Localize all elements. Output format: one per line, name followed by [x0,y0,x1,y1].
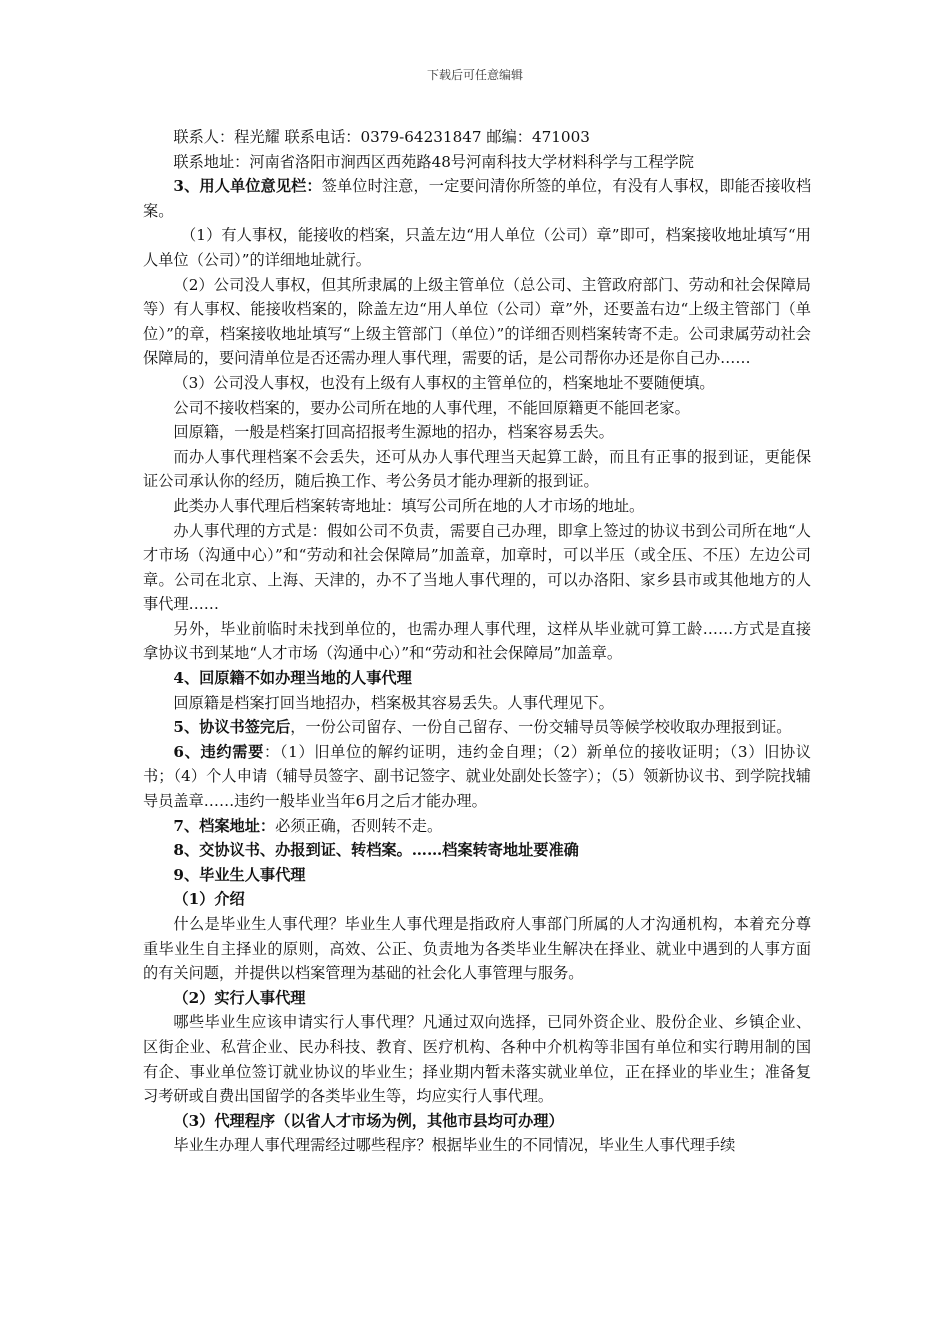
paragraph-para-agency-benefit [143,445,811,494]
text-run: 另外，毕业前临时未找到单位的，也需办理人事代理，这样从毕业就可算工龄……方式是直接拿协议书到某地“人才市场（沟通中心）”和“劳动和社会保障局”加盖章。 [143,619,811,663]
paragraph-section-5 [143,715,811,740]
bold-text: 8、交协议书、办报到证、转档案。……档案转寄地址要准确 [173,841,579,860]
paragraph-para-unemployed [143,617,811,666]
paragraph-section-4 [143,666,811,691]
bold-text: 3、用人单位意见栏： [173,177,322,196]
paragraph-section-3 [143,174,811,223]
document-body [143,125,811,1158]
paragraph-para-9-1 [143,912,811,986]
paragraph-section-9-2-title [143,986,811,1011]
text-run: 什么是毕业生人事代理？毕业生人事代理是指政府人事部门所属的人才沟通机构，本着充分尊重毕业生自主择业的原则，高效、公正、负责地为各类毕业生解决在择业、就业中遇到的人事方面的有关问题，并提供以档案管理为基础的社会化人事管理与服务。 [143,915,811,983]
text-run: 办人事代理的方式是：假如公司不负责，需要自己办理，即拿上签过的协议书到公司所在地“人才市场（沟通中心）”和“劳动和社会保障局”加盖章，加章时，可以半压（或全压、不压）左边公司章。公司在北京、上海、天津的，办不了当地人事代理的，可以办洛阳、家乡县市或其他地方的人事代理…… [143,521,811,614]
paragraph-section-9-3-title [143,1109,811,1134]
paragraph-para-9-2 [143,1010,811,1108]
paragraph-section-7 [143,814,811,839]
paragraph-section-9-1-title [143,887,811,912]
paragraph-para-agency-method [143,519,811,617]
text-run: 必须正确，否则转不走。 [275,816,443,835]
paragraph-item-3-2 [143,273,811,371]
text-run: 回原籍，一般是档案打回高招报考生源地的招办，档案容易丢失。 [173,423,614,442]
paragraph-contact-person [143,125,811,150]
text-run: ，一份公司留存、一份自己留存、一份交辅导员等候学校收取办理报到证。 [290,718,792,737]
text-run: 联系地址：河南省洛阳市涧西区西苑路48号河南科技大学材料科学与工程学院 [173,152,694,171]
text-run: 此类办人事代理后档案转寄地址：填写公司所在地的人才市场的地址。 [173,496,645,515]
bold-text: 4、回原籍不如办理当地的人事代理 [173,669,412,688]
paragraph-section-8 [143,838,811,863]
text-run: 而办人事代理档案不会丢失，还可从办人事代理当天起算工龄，而且有正事的报到证，更能保证公司承认你的经历，随后换工作、考公务员才能办理新的报到证。 [143,447,811,491]
bold-text: 7、档案地址： [173,816,276,835]
text-run: 回原籍是档案打回当地招办，档案极其容易丢失。人事代理见下。 [173,693,614,712]
page-header: 下载后可任意编辑 [426,68,523,82]
paragraph-para-hometown [143,420,811,445]
paragraph-contact-address [143,150,811,175]
bold-text: （3）代理程序（以省人才市场为例，其他市县均可办理） [173,1111,564,1130]
paragraph-section-6 [143,740,811,814]
paragraph-section-9 [143,863,811,888]
text-run: 联系人：程光耀 联系电话：0379-64231847 邮编：471003 [173,128,590,146]
text-run: （2）公司没人事权，但其所隶属的上级主管单位（总公司、主管政府部门、劳动和社会保障局等）有人事权、能接收档案的，除盖左边“用人单位（公司）章”外，还要盖右边“上级主管部门（单位）”的章，档案接收地址填写“上级主管部门（单位）”的详细否则档案转寄不走。公司隶属劳动社会保障局的，要问清单位是否还需办理人事代理，需要的话，是公司帮你办还是你自己办…… [143,275,811,368]
text-run: ：（1）旧单位的解约证明，违约金自理；（2）新单位的接收证明；（3）旧协议书；（4）个人申请（辅导员签字、副书记签字、就业处副处长签字）；（5）领新协议书、到学院找辅导员盖章……违约一般毕业当年6月之后才能办理。 [143,742,811,811]
text-run: 毕业生办理人事代理需经过哪些程序？根据毕业生的不同情况，毕业生人事代理手续 [173,1136,736,1155]
paragraph-para-no-archive [143,396,811,421]
bold-text: 5、协议书签完后 [173,718,291,737]
text-run: 哪些毕业生应该申请实行人事代理？凡通过双向选择，已同外资企业、股份企业、乡镇企业、区街企业、私营企业、民办科技、教育、医疗机构、各种中介机构等非国有单位和实行聘用制的国有企、事业单位签订就业协议的毕业生；择业期内暂未落实就业单位，正在择业的毕业生；准备复习考研或自费出国留学的各类毕业生等，均应实行人事代理。 [143,1013,811,1106]
paragraph-item-3-3 [143,371,811,396]
bold-text: 9、毕业生人事代理 [173,865,306,884]
bold-text: （2）实行人事代理 [173,988,306,1007]
paragraph-para-agency-address [143,494,811,519]
paragraph-para-9-3 [143,1133,811,1158]
text-run: （3）公司没人事权，也没有上级有人事权的主管单位的，档案地址不要随便填。 [173,373,715,392]
text-run: （1）有人事权，能接收的档案，只盖左边“用人单位（公司）章”即可，档案接收地址填写“用人单位（公司）”的详细地址就行。 [143,226,811,269]
text-run: 签单位时注意，一定要问清你所签的单位，有没有人事权，即能否接收档案。 [143,177,812,220]
bold-text: （1）介绍 [173,890,245,909]
bold-text: 6、违约需要 [173,742,264,761]
paragraph-item-3-1 [143,223,811,272]
paragraph-para-4 [143,691,811,716]
text-run: 公司不接收档案的，要办公司所在地的人事代理，不能回原籍更不能回老家。 [173,398,690,417]
